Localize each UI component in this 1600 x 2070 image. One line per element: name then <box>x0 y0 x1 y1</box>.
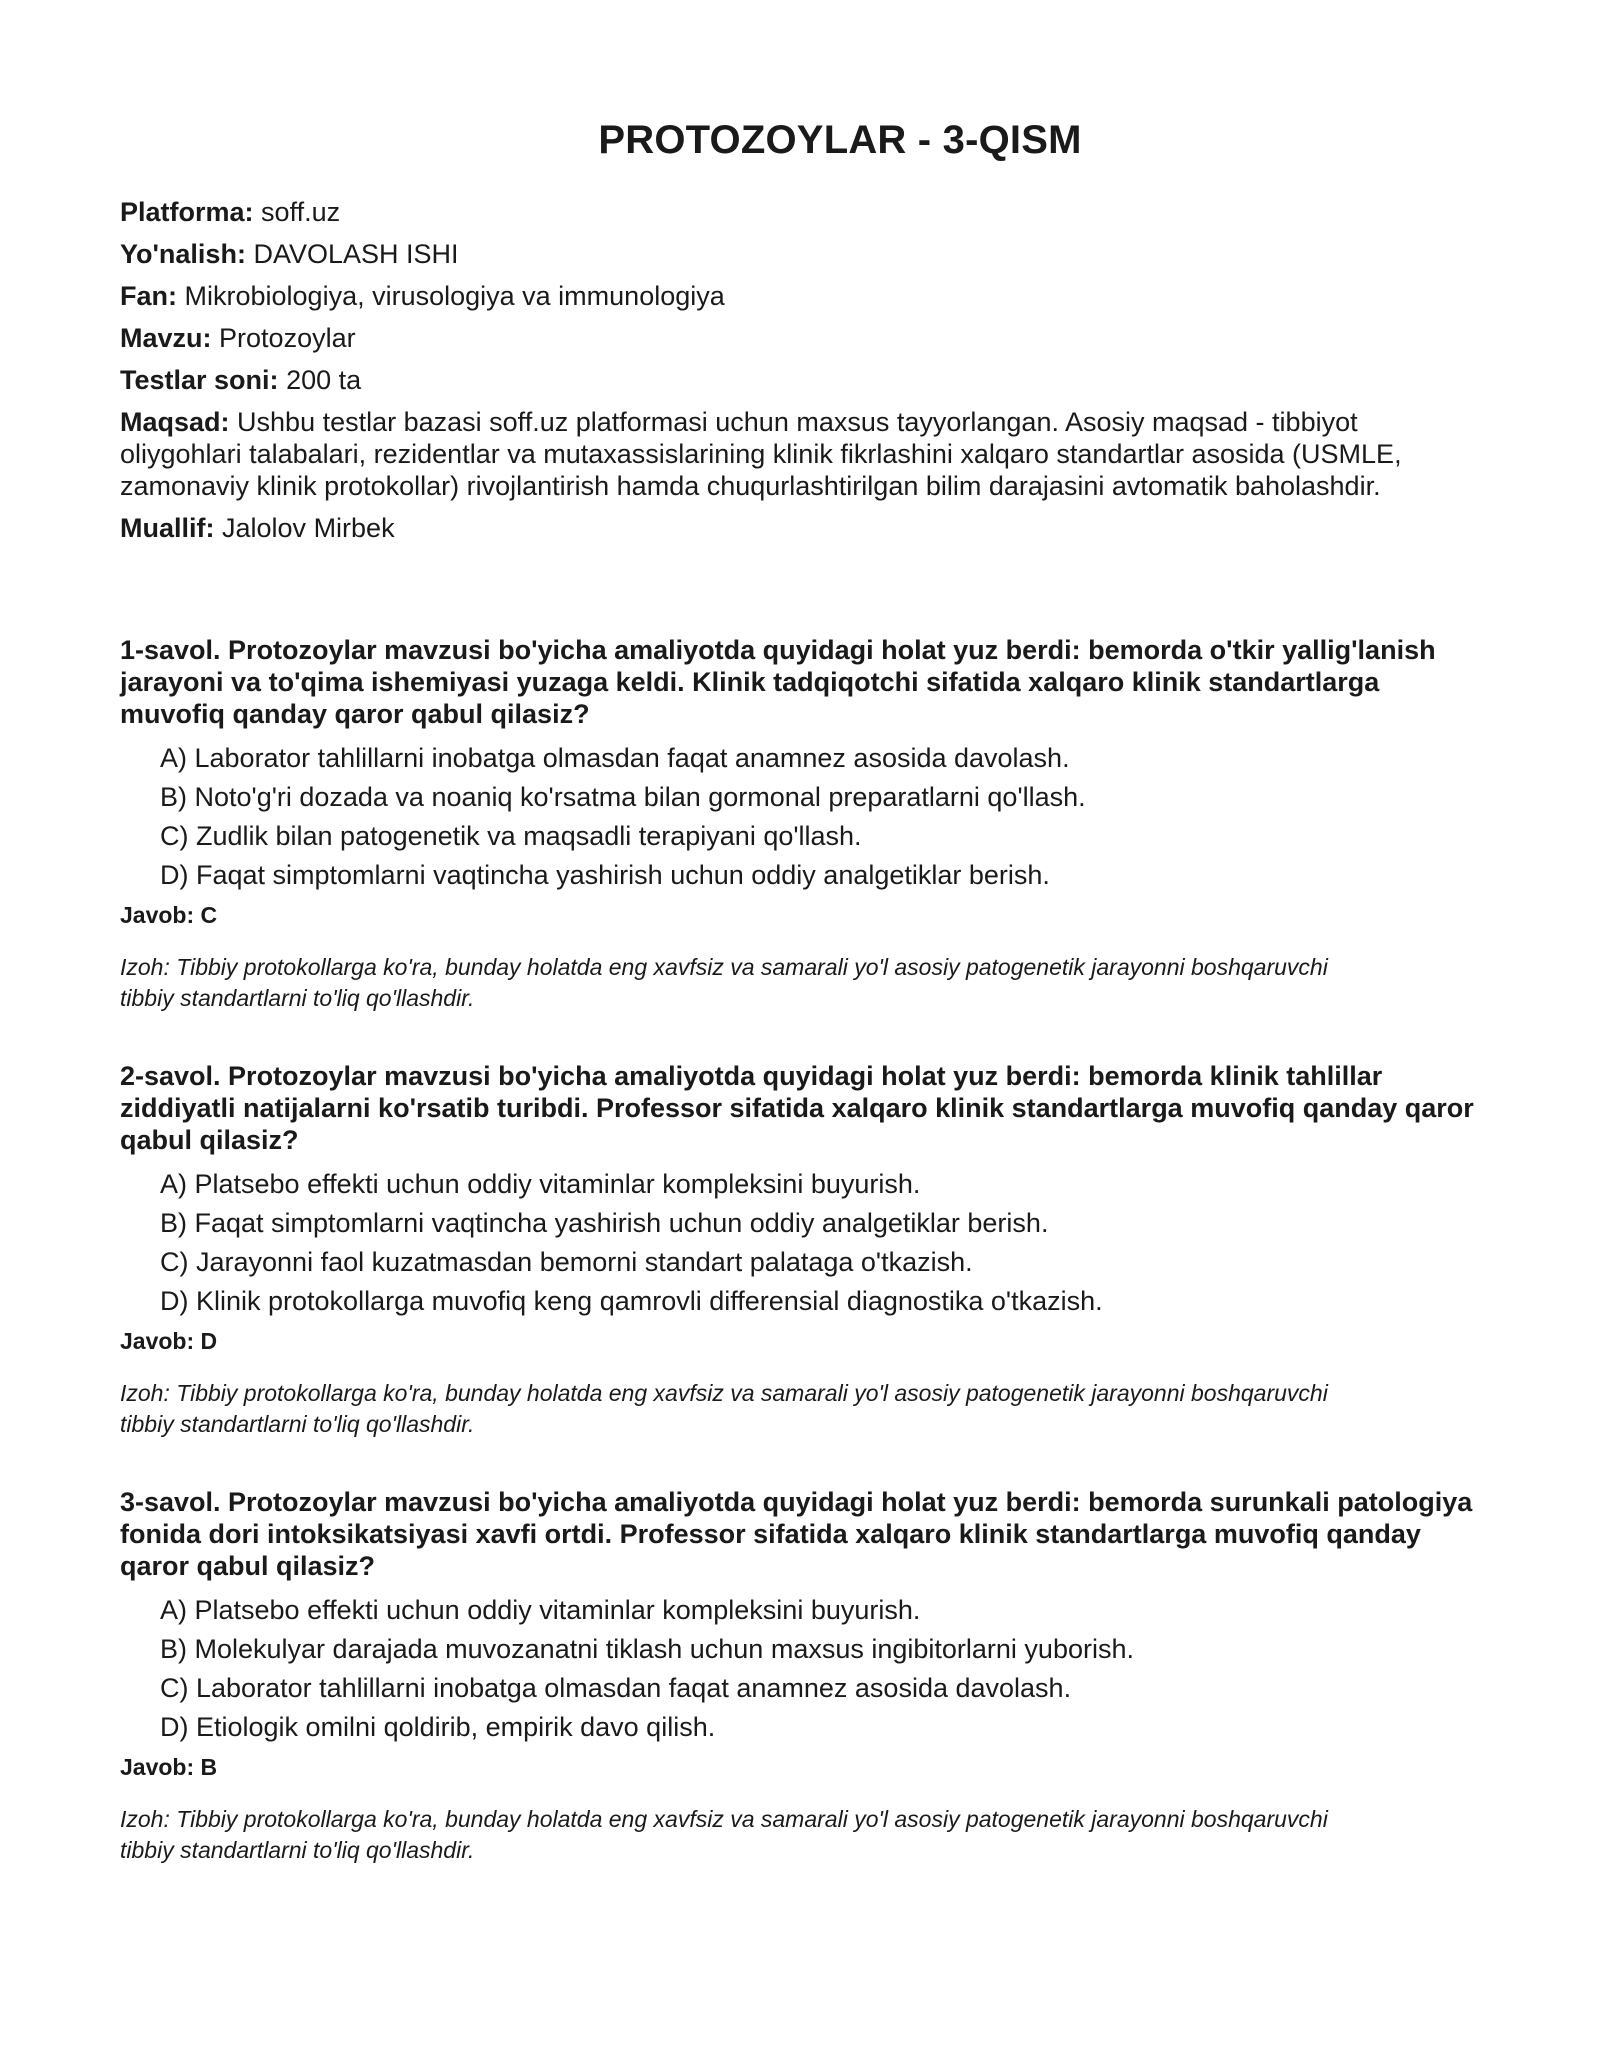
option-c: C) Laborator tahlillarni inobatga olmasdan faqat anamnez asosida davolash. <box>160 1673 1072 1703</box>
answer-options <box>120 742 1490 891</box>
meta-topic: Mavzu: Protozoylar <box>120 323 356 353</box>
explanation: Izoh: Tibbiy protokollarga ko'ra, bunday holatda eng xavfsiz va samarali yo'l asosiy patogenetik jarayonni boshqaruvchi tibbiy standartlarni to'liq qo'llashdir. <box>120 954 1328 1011</box>
meta-author: Muallif: Jalolov Mirbek <box>120 513 395 543</box>
answer-options <box>120 1594 1490 1743</box>
explanation: Izoh: Tibbiy protokollarga ko'ra, bunday holatda eng xavfsiz va samarali yo'l asosiy patogenetik jarayonni boshqaruvchi tibbiy standartlarni to'liq qo'llashdir. <box>120 1380 1328 1437</box>
correct-answer: Javob: B <box>120 1754 218 1780</box>
explanation: Izoh: Tibbiy protokollarga ko'ra, bunday holatda eng xavfsiz va samarali yo'l asosiy patogenetik jarayonni boshqaruvchi tibbiy standartlarni to'liq qo'llashdir. <box>120 1806 1328 1863</box>
option-c: C) Jarayonni faol kuzatmasdan bemorni standart palataga o'tkazish. <box>160 1247 973 1277</box>
question-text: 1-savol. Protozoylar mavzusi bo'yicha amaliyotda quyidagi holat yuz berdi: bemorda o'tkir yallig'lanish jarayoni va to'qima ishemiyasi yuzaga keldi. Klinik tadqiqotchi sifatida xalqaro klinik standartlarga muvofiq qanday qaror qabul qilasiz? <box>120 635 1436 729</box>
question-1 <box>120 634 1490 1014</box>
question-text: 2-savol. Protozoylar mavzusi bo'yicha amaliyotda quyidagi holat yuz berdi: bemorda klinik tahlillar ziddiyatli natijalarni ko'rsatib turibdi. Professor sifatida xalqaro klinik standartlarga muvofiq qanday qaror qabul qilasiz? <box>120 1061 1474 1155</box>
meta-goal: Maqsad: Ushbu testlar bazasi soff.uz platformasi uchun maxsus tayyorlangan. Asosiy maqsad - tibbiyot oliygohlari talabalari, rezidentlar va mutaxassislarining klinik fikrlashini xalqaro standartlar asosida (USMLE, zamonaviy klinik protokollar) rivojlantirish hamda chuqurlashtirilgan bilim darajasini avtomatik baholashdir. <box>120 407 1402 501</box>
meta-direction: Yo'nalish: DAVOLASH ISHI <box>120 239 459 269</box>
answer-options <box>120 1168 1490 1317</box>
meta-test-count: Testlar soni: 200 ta <box>120 365 362 395</box>
correct-answer: Javob: C <box>120 902 218 928</box>
option-d: D) Faqat simptomlarni vaqtincha yashirish uchun oddiy analgetiklar berish. <box>160 860 1050 890</box>
option-c: C) Zudlik bilan patogenetik va maqsadli terapiyani qo'llash. <box>160 821 862 851</box>
option-b: B) Faqat simptomlarni vaqtincha yashirish uchun oddiy analgetiklar berish. <box>160 1208 1049 1238</box>
question-list <box>120 634 1490 1866</box>
option-b: B) Molekulyar darajada muvozanatni tiklash uchun maxsus ingibitorlarni yuborish. <box>160 1634 1134 1664</box>
meta-platform: Platforma: soff.uz <box>120 197 341 227</box>
meta-subject: Fan: Mikrobiologiya, virusologiya va immunologiya <box>120 281 725 311</box>
option-d: D) Klinik protokollarga muvofiq keng qamrovli differensial diagnostika o'tkazish. <box>160 1286 1103 1316</box>
option-a: A) Platsebo effekti uchun oddiy vitaminlar kompleksini buyurish. <box>160 1595 921 1625</box>
question-2 <box>120 1060 1490 1440</box>
option-a: A) Laborator tahlillarni inobatga olmasdan faqat anamnez asosida davolash. <box>160 743 1070 773</box>
option-b: B) Noto'g'ri dozada va noaniq ko'rsatma bilan gormonal preparatlarni qo'llash. <box>160 782 1086 812</box>
option-a: A) Platsebo effekti uchun oddiy vitaminlar kompleksini buyurish. <box>160 1169 921 1199</box>
document-page <box>120 118 1490 1912</box>
question-text: 3-savol. Protozoylar mavzusi bo'yicha amaliyotda quyidagi holat yuz berdi: bemorda surunkali patologiya fonida dori intoksikatsiyasi xavfi ortdi. Professor sifatida xalqaro klinik standartlarga muvofiq qanday qaror qabul qilasiz? <box>120 1487 1473 1581</box>
question-3 <box>120 1486 1490 1866</box>
option-d: D) Etiologik omilni qoldirib, empirik davo qilish. <box>160 1712 716 1742</box>
correct-answer: Javob: D <box>120 1328 218 1354</box>
document-title: PROTOZOYLAR - 3-QISM <box>598 118 1082 162</box>
document-metadata <box>120 196 1490 544</box>
